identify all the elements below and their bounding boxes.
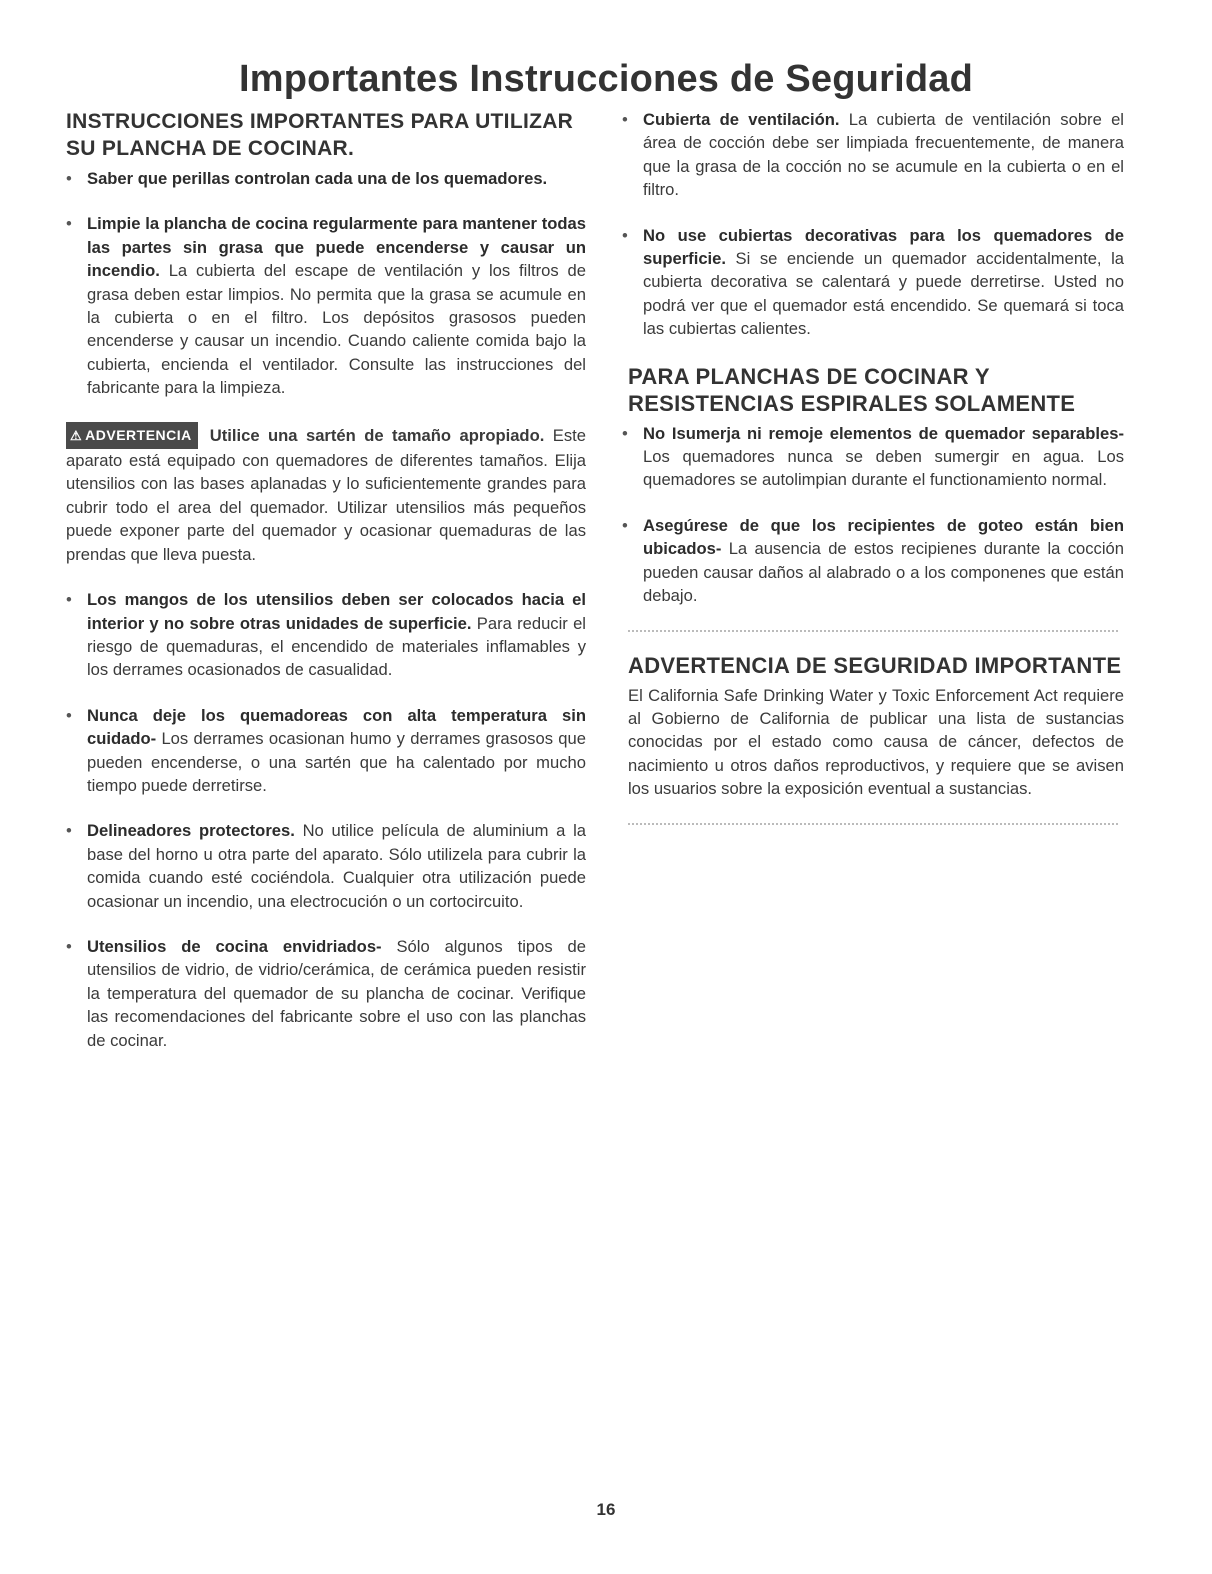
right-column — [622, 108, 1124, 845]
list-item — [66, 212, 586, 399]
list-item — [66, 167, 586, 190]
item-lead: Los mangos de los utensilios deben ser colocados hacia el interior y no sobre otras unidades de superficie. — [87, 590, 586, 633]
list-item — [66, 819, 586, 913]
item-lead: Cubierta de ventilación. — [643, 110, 840, 129]
section-heading-planchas: PARA PLANCHAS DE COCINAR Y RESISTENCIAS ESPIRALES SOLAMENTE — [628, 363, 1076, 416]
section-heading-advertencia: ADVERTENCIA DE SEGURIDAD IMPORTANTE — [628, 652, 1122, 678]
advertencia-paragraph: El California Safe Drinking Water y Toxic Enforcement Act requiere al Gobierno de California de publicar una lista de sustancias conocidas por el estado como causa de cáncer, defectos de nacimiento u otros daños reproductivos, y requiere que se avisen los usuarios sobre la exposición eventual a sustancias. — [628, 685, 1124, 799]
warning-lead: Utilice una sartén de tamaño apropiado. — [209, 425, 545, 445]
item-text: La ausencia de estos recipienes durante la cocción pueden causar daños al alabrado o a los componenes que están debajo. — [643, 539, 1124, 606]
item-text: Sólo algunos tipos de utensilios de vidrio, de vidrio/cerámica, de cerámica pueden resistir la temperatura del quemador de su plancha de cocinar. Verifique las recomendaciones del fabricante sobre el uso con las planchas de cocinar. — [87, 936, 586, 1050]
item-lead: Nunca deje los quemadoreas con alta temperatura sin cuidado- — [87, 705, 586, 749]
left-column — [66, 108, 586, 1074]
list-item — [66, 935, 586, 1052]
list-item — [622, 514, 1124, 608]
list-item — [622, 422, 1124, 492]
page-number: 16 — [596, 1500, 616, 1519]
item-text: La cubierta de ventilación sobre el área de cocción debe ser limpiada frecuentemente, de manera que la grasa de la cocción no se acumule en la cubierta o en el filtro. — [643, 110, 1124, 200]
page-title: Importantes Instrucciones de Seguridad — [239, 58, 973, 100]
list-item — [622, 224, 1124, 341]
item-text: No utilice película de aluminium a la base del horno u otra parte del aparato. Sólo utilizela para cubrir la comida cuando esté cociéndola. Cualquier otra utilización puede ocasionar un incendio, una electrocución o un cortocircuito. — [87, 821, 586, 911]
list-item — [66, 704, 586, 798]
item-lead: Utensilios de cocina envidriados- — [87, 936, 382, 956]
item-lead: No use cubiertas decorativas para los quemadores de superficie. — [643, 225, 1124, 269]
item-text: Los derrames ocasionan humo y derrames grasosos que pueden encenderse, o una sartén que ha calentado por mucho tiempo puede derretirse. — [87, 729, 586, 795]
warning-badge — [66, 422, 198, 449]
divider — [628, 630, 1118, 632]
item-lead: Asegúrese de que los recipientes de goteo están bien ubicados- — [643, 515, 1124, 559]
item-lead: No Isumerja ni remoje elementos de quemador separables- — [643, 423, 1124, 443]
item-text: Si se enciende un quemador accidentalmente, la cubierta decorativa se calentará y puede derretirse. Usted no podrá ver que el quemador está encendido. Se quemará si toca las cubiertas calientes. — [643, 249, 1124, 339]
list-item — [622, 108, 1124, 202]
item-text: La cubierta del escape de ventilación y los filtros de grasa deben estar limpios. No permita que la grasa se acumule en la cubierta o en el filtro. Los depósitos grasosos pueden encenderse y causar un incendio. Cuando caliente comida bajo la cubierta, encienda el ventilador. Consulte las instrucciones del fabricante para la limpieza. — [87, 261, 586, 398]
section-heading-instructions: INSTRUCCIONES IMPORTANTES PARA UTILIZAR SU PLANCHA DE COCINAR. — [66, 110, 574, 160]
warning-badge-label: ADVERTENCIA — [85, 426, 192, 443]
item-text: Para reducir el riesgo de quemaduras, el encendido de materiales inflamables y los derrames ocasionados de casualidad. — [87, 613, 586, 680]
warning-triangle-icon: ⚠ — [70, 427, 83, 443]
item-lead: Saber que perillas controlan cada una de los quemadores. — [87, 169, 548, 188]
item-lead: Limpie la plancha de cocina regularmente para mantener todas las partes sin grasa que puede encenderse y causar un incendio. — [87, 214, 586, 281]
item-text: Los quemadores nunca se deben sumergir en agua. Los quemadores se autolimpian durante el functionamiento normal. — [643, 447, 1124, 490]
warning-text: Este aparato está equipado con quemadores de diferentes tamaños. Elija utensilios con las bases aplanadas y lo suficientemente grandes para cubrir todo el area del quemador. Utilizar utensilios más pequeños puede exponer parte del quemador y ocasionar quemaduras de las prendas que lleva puesta. — [66, 425, 586, 564]
warning-block — [66, 422, 586, 566]
list-item — [66, 588, 586, 682]
item-lead: Delineadores protectores. — [87, 821, 295, 841]
divider — [628, 823, 1118, 825]
